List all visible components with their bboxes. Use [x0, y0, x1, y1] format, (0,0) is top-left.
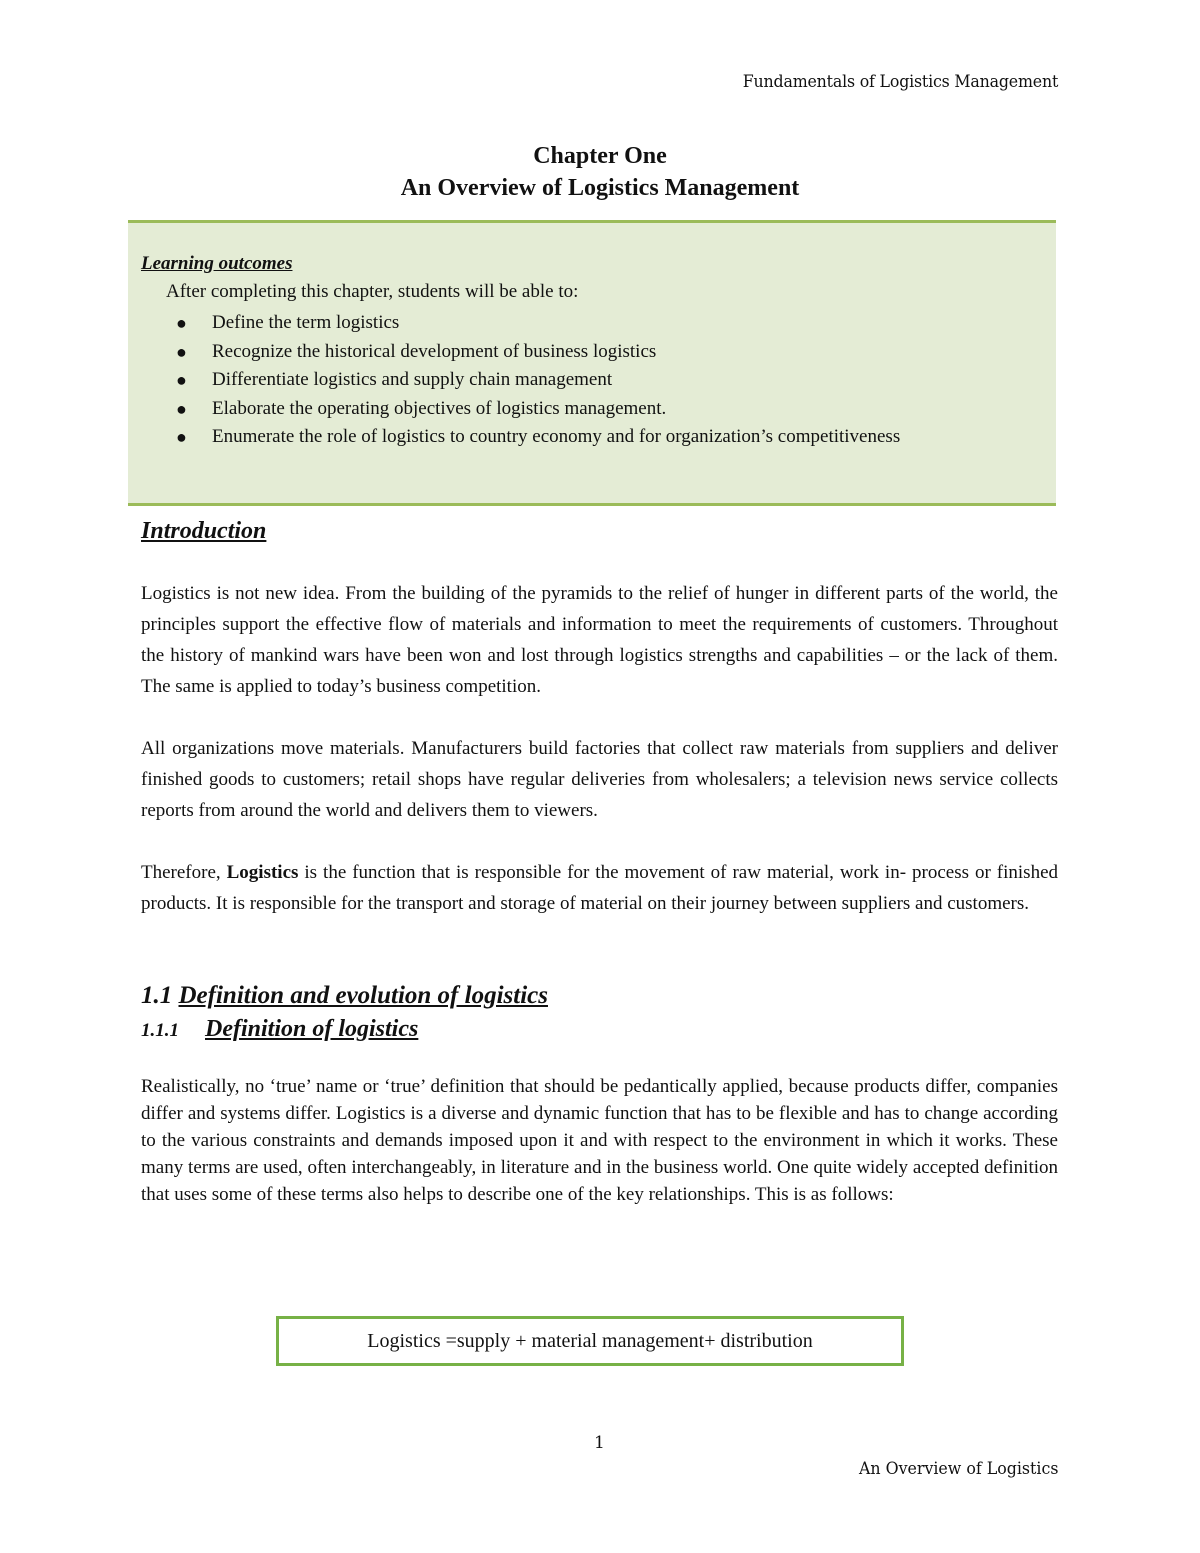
introduction-paragraph-3: Therefore, Logistics is the function that is responsible for the movement of raw material, work in- process or finished products. It is responsible for the transport and storage of material on their journey between suppliers and customers. [141, 862, 1059, 914]
section-number: 1.1 [141, 982, 173, 1009]
definition-paragraph: Realistically, no ‘true’ name or ‘true’ definition that should be pedantically applied, because products differ, companies differ and systems differ. Logistics is a diverse and dynamic function that has to be flexible and has to change according to the various constraints and demands imposed upon it and with respect to the environment in which it works. These many terms are used, often interchangeably, in literature and in the business world. One quite widely accepted definition that uses some of these terms also helps to describe one of the key relationships. This is as follows: [141, 1076, 1058, 1205]
bullet-icon: ● [176, 427, 187, 447]
section-number: 1.1.1 [141, 1020, 179, 1041]
chapter-number: Chapter One [533, 143, 667, 169]
page-number: 1 [594, 1433, 605, 1453]
chapter-title: An Overview of Logistics Management [400, 175, 800, 201]
bullet-icon: ● [176, 341, 187, 362]
list-item: ● Define the term logistics [176, 309, 1044, 338]
introduction-heading: Introduction [141, 518, 267, 544]
list-item: ● Differentiate logistics and supply chain management [176, 366, 1044, 395]
bullet-icon: ● [176, 398, 187, 419]
logistics-bold-term: Logistics [226, 862, 299, 883]
logistics-formula: Logistics =supply + material management+ distribution [367, 1329, 813, 1352]
list-item: ● Elaborate the operating objectives of logistics management. [176, 395, 1044, 424]
learning-outcomes-box [128, 220, 1056, 506]
learning-outcomes-title: Learning outcomes [141, 253, 293, 274]
section-title: Definition of logistics [205, 1016, 419, 1042]
section-title: Definition and evolution of logistics [178, 982, 548, 1009]
running-header: Fundamentals of Logistics Management [742, 72, 1058, 92]
running-footer: An Overview of Logistics [858, 1459, 1058, 1479]
section-1-1-heading [141, 982, 548, 1010]
introduction-paragraph-2: All organizations move materials. Manufacturers build factories that collect raw materials from suppliers and deliver finished goods to customers; retail shops have regular deliveries from wholesalers; a television news service collects reports from around the world and delivers them to viewers. [141, 738, 1058, 821]
introduction-paragraph-1: Logistics is not new idea. From the building of the pyramids to the relief of hunger in different parts of the world, the principles support the effective flow of materials and information to meet the requirements of customers. Throughout the history of mankind wars have been won and lost through logistics strengths and capabilities – or the lack of them. The same is applied to today’s business competition. [141, 583, 1058, 697]
bullet-icon: ● [176, 313, 187, 333]
learning-outcomes-intro: After completing this chapter, students will be able to: [166, 281, 579, 302]
list-item: ● Recognize the historical development of business logistics [176, 338, 1044, 367]
section-1-1-1-heading [141, 1016, 418, 1043]
list-item: ● Enumerate the role of logistics to country economy and for organization’s competitiveness [176, 423, 1044, 452]
learning-outcomes-list [176, 309, 1044, 452]
bullet-icon: ● [176, 370, 187, 390]
logistics-formula-box [276, 1316, 904, 1366]
